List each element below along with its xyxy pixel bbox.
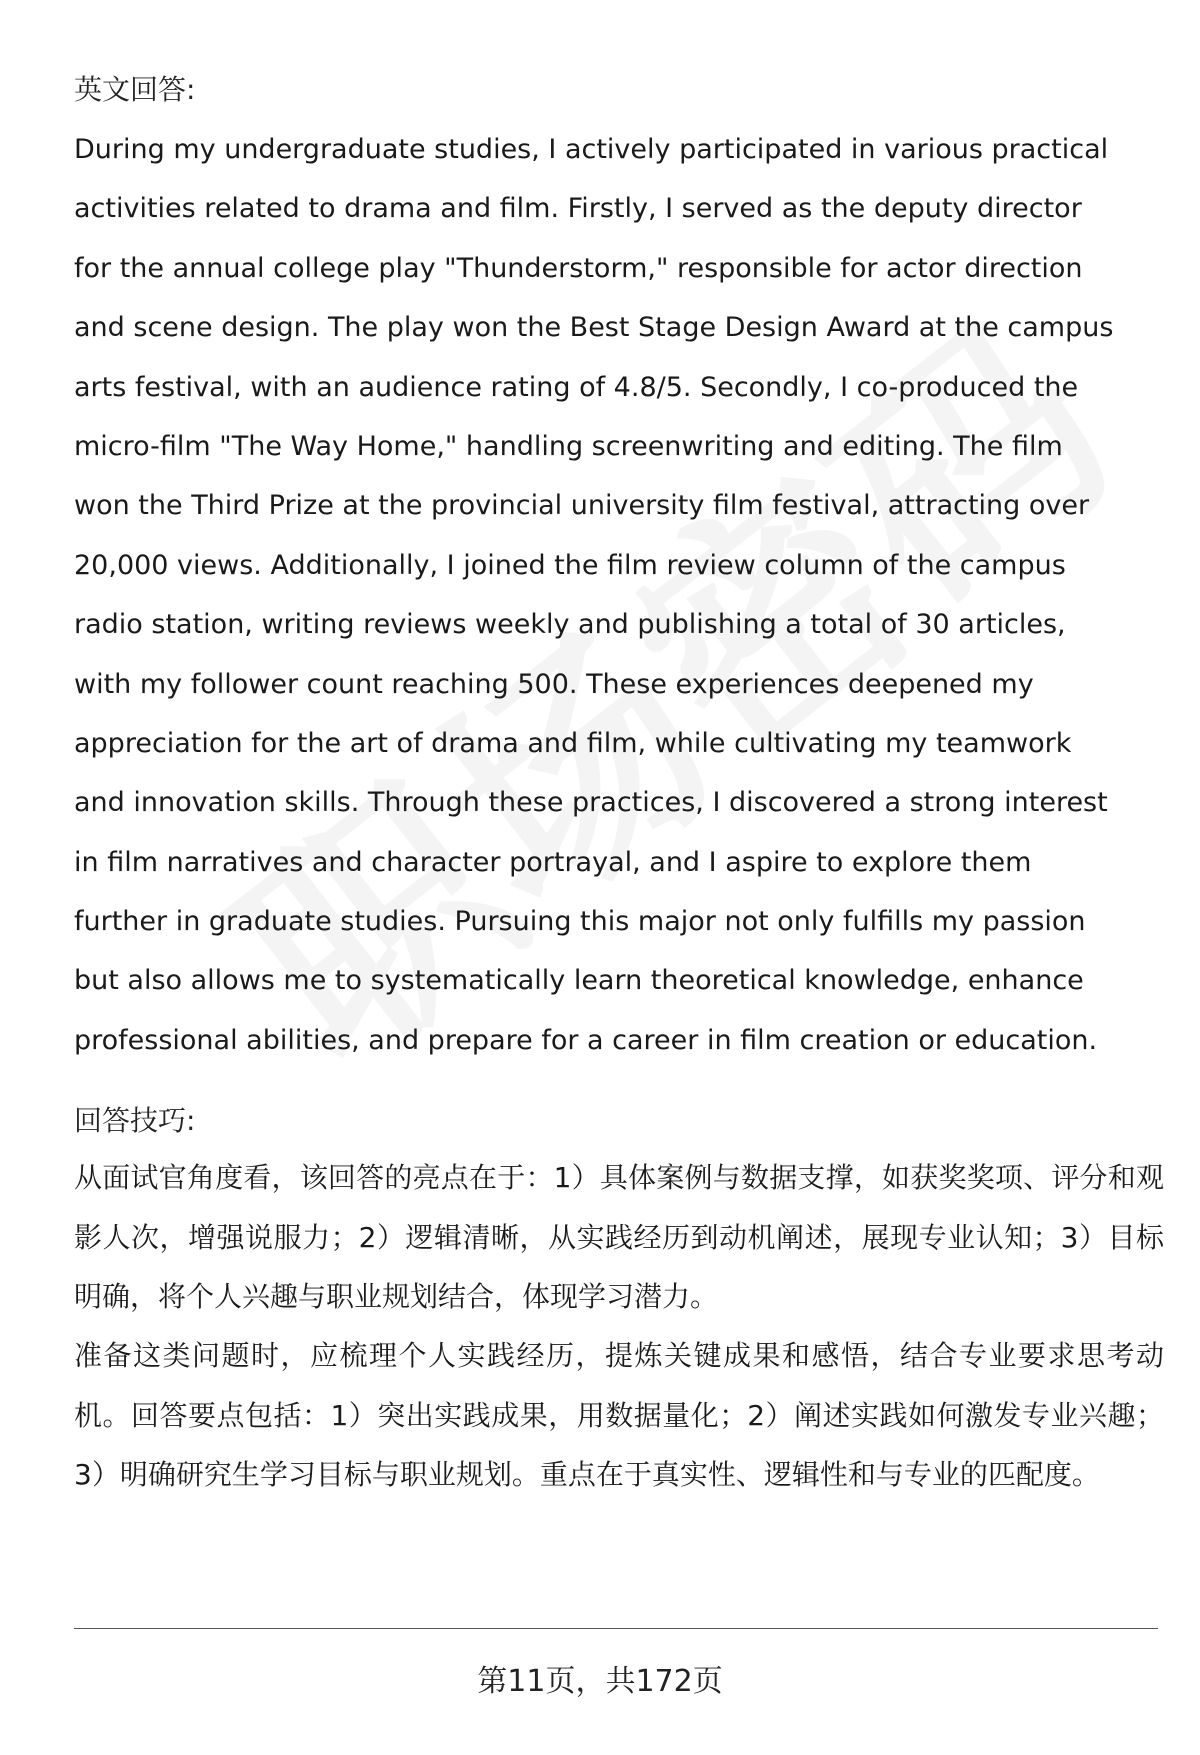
english-line: in film narratives and character portrayal, and I aspire to explore them <box>74 846 1032 878</box>
page-content <box>74 60 1164 1505</box>
english-line: micro-film "The Way Home," handling screenwriting and editing. The film <box>74 430 1063 462</box>
english-line: with my follower count reaching 500. These experiences deepened my <box>74 668 1034 700</box>
english-line: and innovation skills. Through these practices, I discovered a strong interest <box>74 787 1108 819</box>
english-answer-text <box>74 120 1164 1070</box>
english-line: but also allows me to systematically learn theoretical knowledge, enhance <box>74 965 1084 997</box>
english-line: During my undergraduate studies, I actively participated in various practical <box>74 134 1109 165</box>
english-line: arts festival, with an audience rating of 4.8/5. Secondly, I co-produced the <box>74 371 1079 403</box>
english-line: appreciation for the art of drama and film, while cultivating my teamwork <box>74 727 1072 759</box>
tips-paragraph-preparation: 准备这类问题时，应梳理个人实践经历，提炼关键成果和感悟，结合专业要求思考动机。回答要点包括：1）突出实践成果，用数据量化；2）阐述实践如何激发专业兴趣；3）明确研究生学习目标与职业规划。重点在于真实性、逻辑性和与专业的匹配度。 <box>74 1339 1164 1492</box>
english-line: for the annual college play "Thunderstorm," responsible for actor direction <box>74 252 1083 284</box>
english-line: 20,000 views. Additionally, I joined the film review column of the campus <box>74 549 1066 581</box>
answer-tips-label: 回答技巧: <box>74 1104 196 1138</box>
english-line: and scene design. The play won the Best Stage Design Award at the campus <box>74 312 1114 344</box>
english-line: activities related to drama and film. Firstly, I served as the deputy director <box>74 193 1082 225</box>
footer-divider <box>74 1628 1158 1629</box>
english-answer-label: 英文回答: <box>74 73 196 106</box>
section-gap <box>74 1070 1164 1094</box>
english-line: further in graduate studies. Pursuing this major not only fulfills my passion <box>74 906 1086 938</box>
english-line: won the Third Prize at the provincial university film festival, attracting over <box>74 490 1090 522</box>
tips-paragraph-interviewer-view: 从面试官角度看，该回答的亮点在于：1）具体案例与数据支撑，如获奖奖项、评分和观影人次，增强说服力；2）逻辑清晰，从实践经历到动机阐述，展现专业认知；3）目标明确，将个人兴趣与职业规划结合，体现学习潜力。 <box>74 1161 1164 1314</box>
page-number: 第11页，共172页 <box>477 1664 723 1699</box>
english-line: radio station, writing reviews weekly and publishing a total of 30 articles, <box>74 609 1066 641</box>
english-line: professional abilities, and prepare for a career in film creation or education. <box>74 1024 1098 1056</box>
